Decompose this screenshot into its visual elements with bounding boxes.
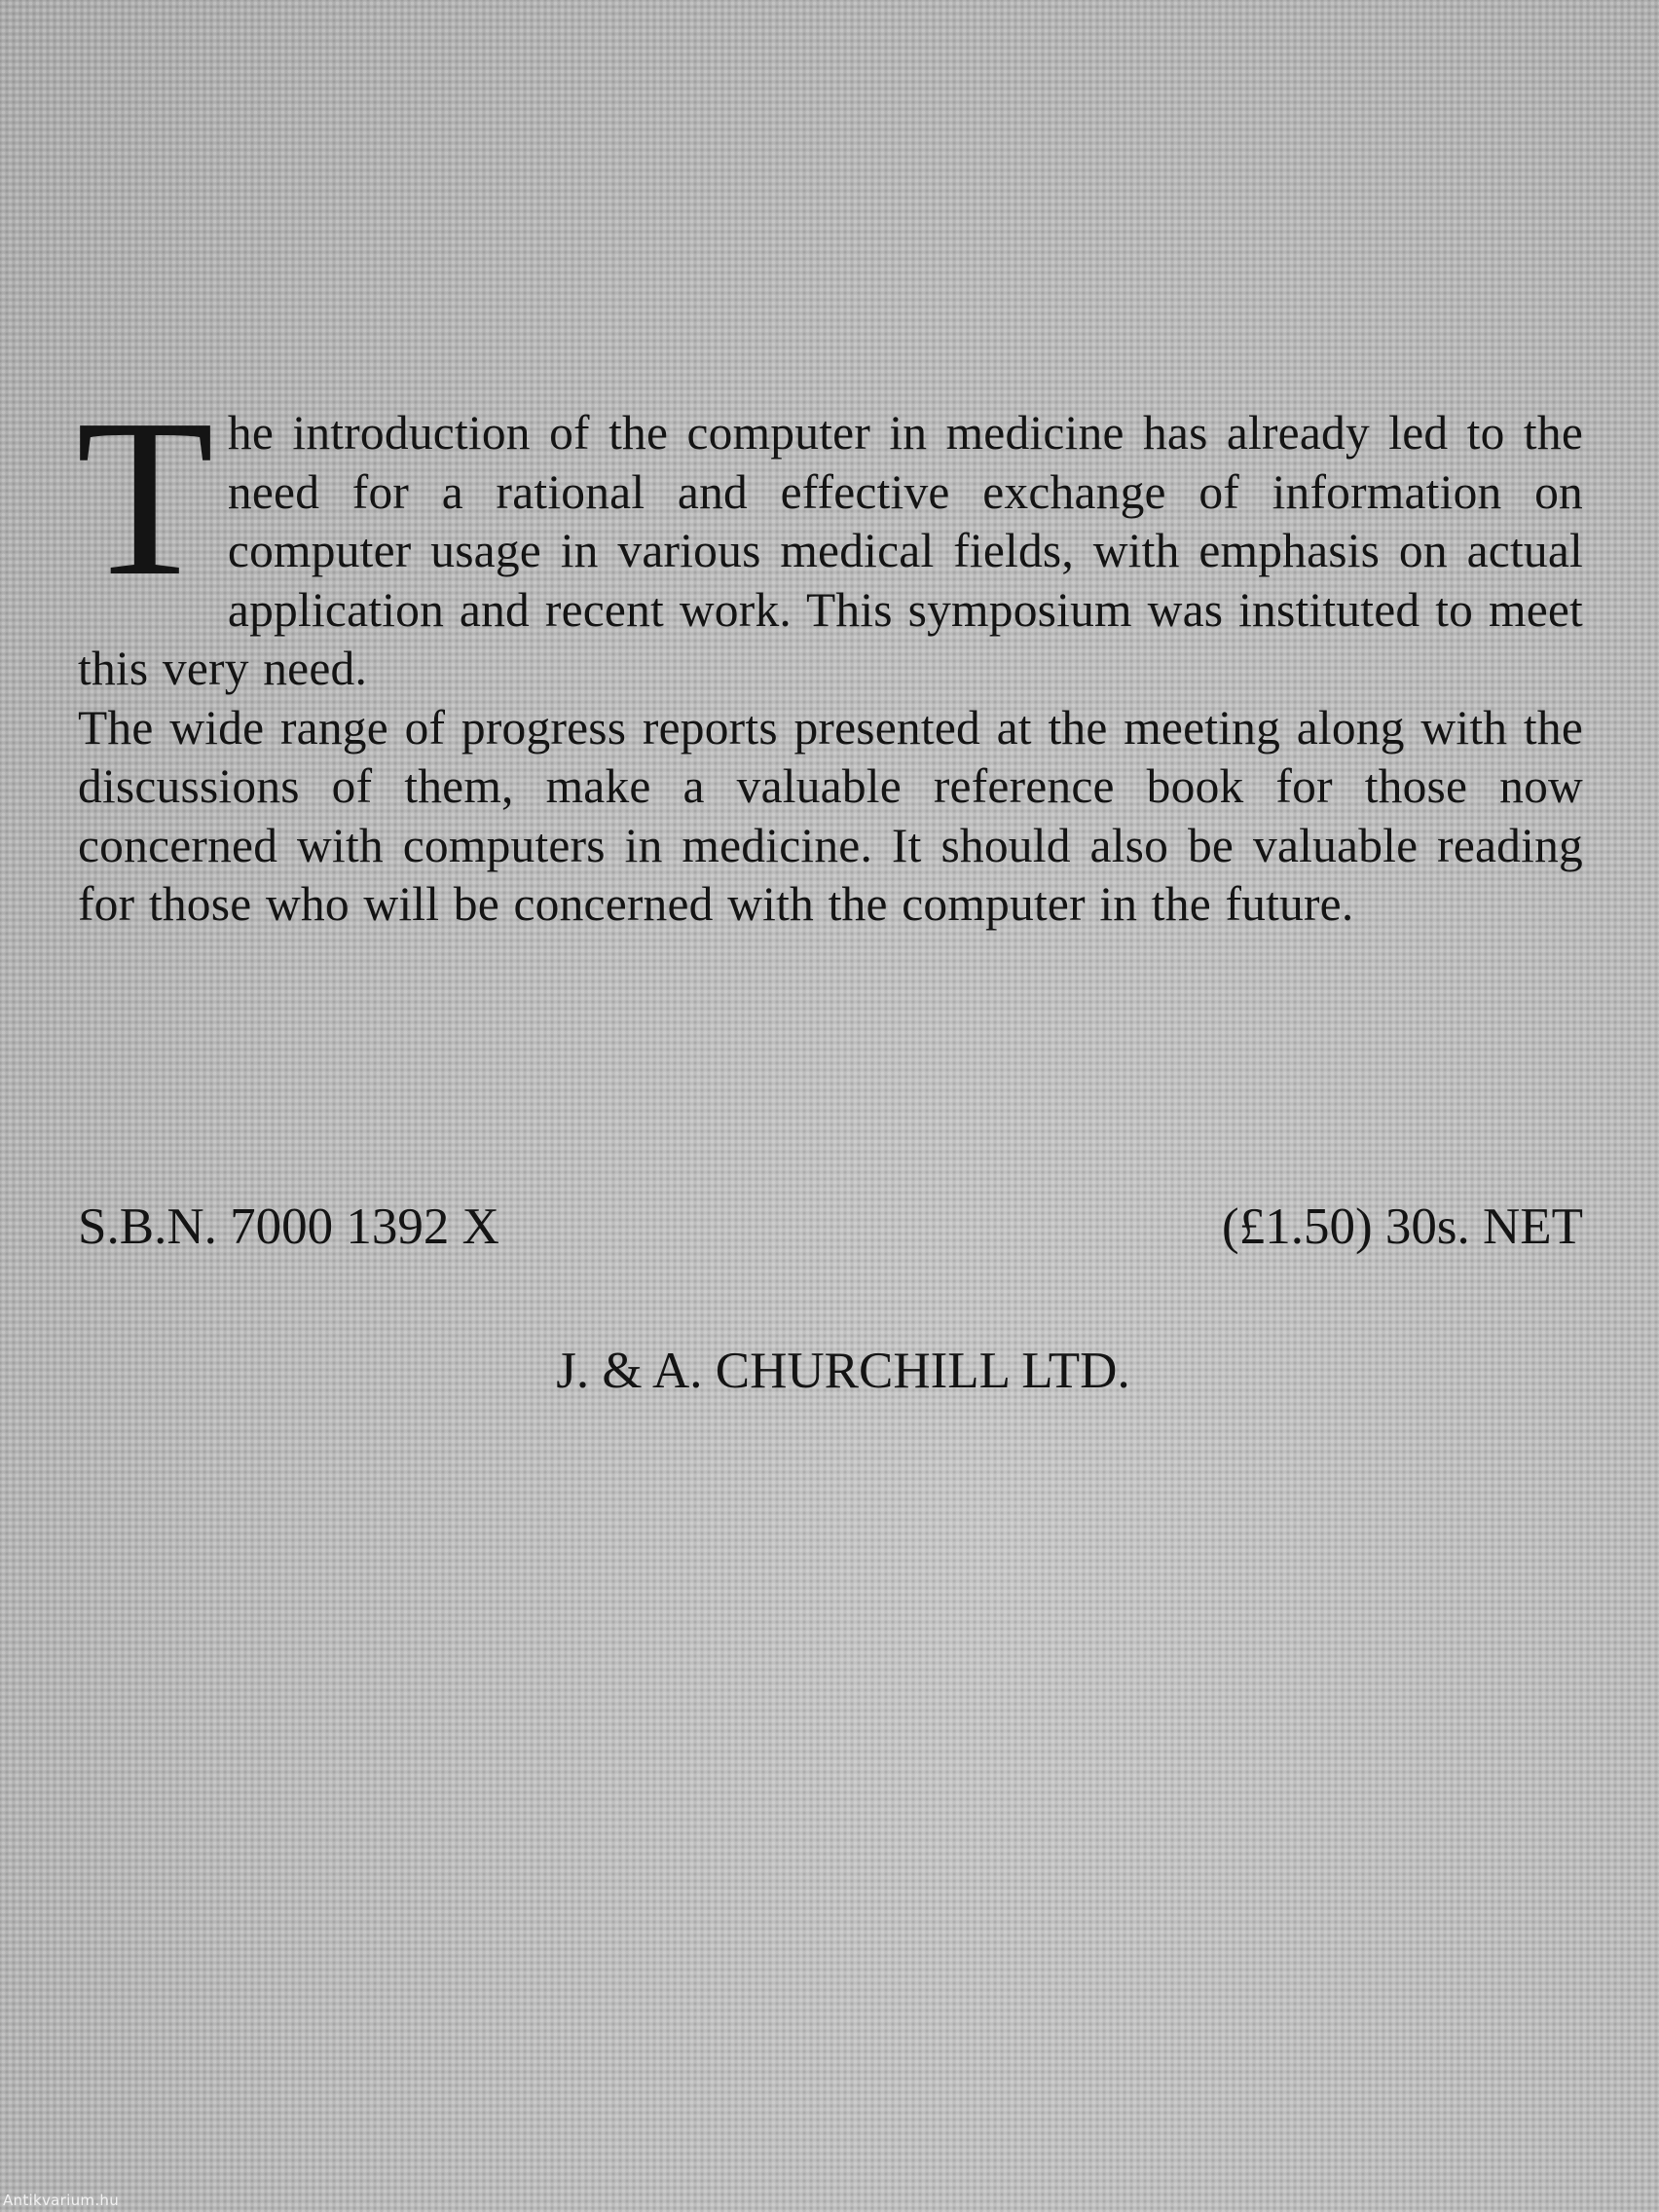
watermark: Antikvarium.hu [3, 2192, 120, 2209]
blurb-paragraph-1-text: he introduction of the computer in medicine has already led to the need for a rational and effective exchange of information on computer usage in various medical fields, with emphasis on actual application and recent work. This symposium was instituted to meet this very need. [78, 406, 1583, 695]
price: (£1.50) 30s. NET [1222, 1198, 1583, 1255]
sbn-number: S.B.N. 7000 1392 X [78, 1198, 499, 1255]
cover-blurb [76, 373, 1583, 935]
book-meta-row [78, 1198, 1583, 1266]
drop-cap: T [76, 373, 214, 623]
blurb-paragraph-1 [76, 373, 1583, 699]
publisher-name: J. & A. CHURCHILL LTD. [556, 1343, 1130, 1399]
blurb-paragraph-2: The wide range of progress reports presented at the meeting along with the discussions of them, make a valuable reference book for those now concerned with computers in medicine. It should also be valuable reading for those who will be concerned with the computer in the future. [78, 700, 1583, 931]
